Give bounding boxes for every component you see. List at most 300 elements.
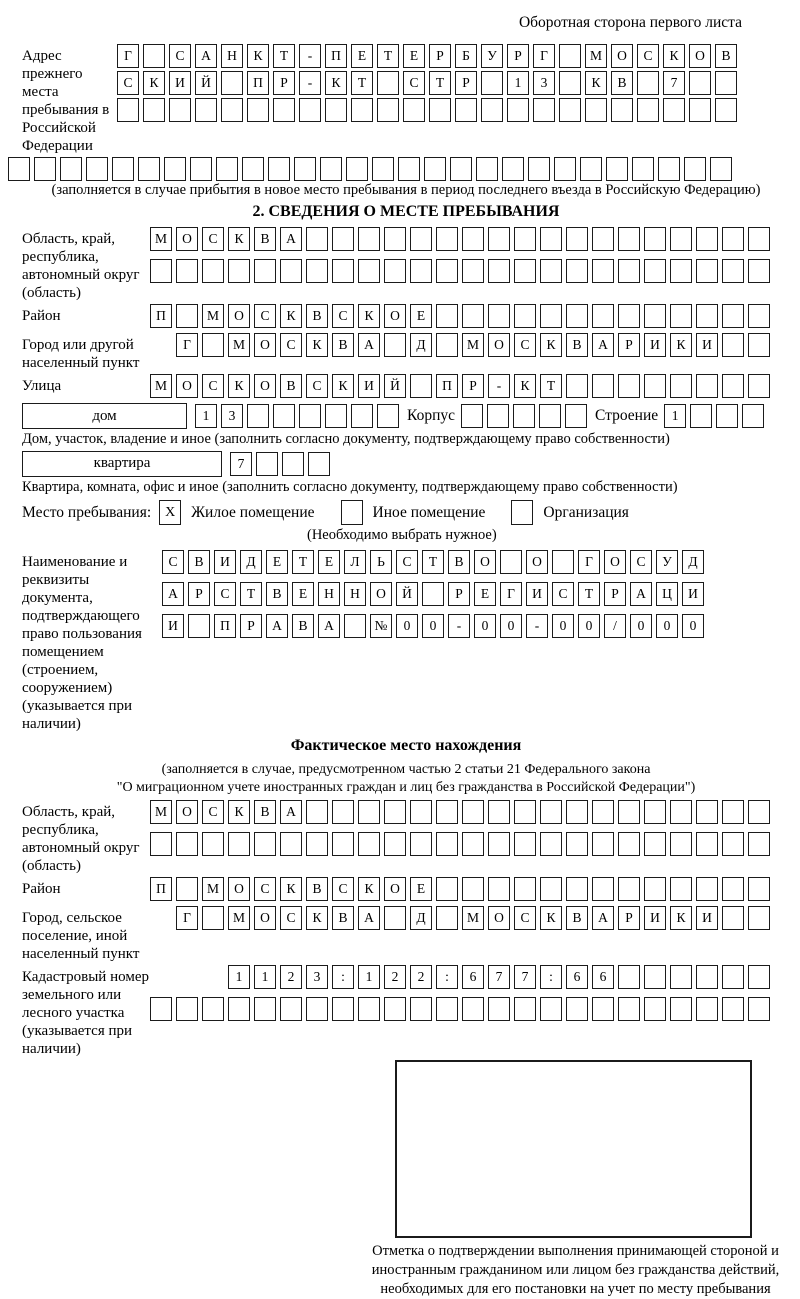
char-cell: С: [630, 550, 652, 574]
char-cell: Н: [344, 582, 366, 606]
kadastr-row-1: [228, 965, 790, 989]
char-cell: [566, 877, 588, 901]
char-cell: К: [306, 906, 328, 930]
char-cell: 2: [410, 965, 432, 989]
char-cell: [592, 997, 614, 1021]
char-cell: [436, 227, 458, 251]
char-cell: [566, 374, 588, 398]
char-cell: [722, 965, 744, 989]
char-cell: [722, 227, 744, 251]
char-cell: [488, 227, 510, 251]
char-cell: П: [325, 44, 347, 68]
char-cell: [618, 374, 640, 398]
section2-title: 2. СВЕДЕНИЯ О МЕСТЕ ПРЕБЫВАНИЯ: [252, 203, 560, 221]
char-cell: [514, 997, 536, 1021]
oblast-grid: [150, 227, 790, 286]
prev-address-caption: (заполняется в случае прибытия в новое место пребывания в период последнего въезда в Российскую Федерацию): [51, 182, 761, 198]
char-cell: 0: [474, 614, 496, 638]
char-cell: К: [585, 71, 607, 95]
char-cell: [566, 227, 588, 251]
char-cell: [190, 157, 212, 181]
char-cell: [533, 98, 555, 122]
option-label-organizatsiya: Организация: [543, 503, 629, 521]
char-cell: [585, 98, 607, 122]
kvartira-cells: [230, 452, 334, 476]
char-cell: [514, 800, 536, 824]
document-grid: [162, 550, 790, 641]
ulitsa-label: Улица: [22, 378, 62, 395]
char-cell: И: [696, 906, 718, 930]
char-cell: М: [585, 44, 607, 68]
char-cell: [514, 304, 536, 328]
char-cell: А: [592, 906, 614, 930]
char-cell: Р: [240, 614, 262, 638]
char-cell: А: [266, 614, 288, 638]
char-cell: П: [214, 614, 236, 638]
char-cell: О: [176, 227, 198, 251]
char-cell: К: [228, 800, 250, 824]
char-cell: К: [325, 71, 347, 95]
char-cell: [644, 304, 666, 328]
char-cell: [306, 259, 328, 283]
char-cell: [540, 877, 562, 901]
char-cell: К: [358, 877, 380, 901]
char-cell: [450, 157, 472, 181]
stamp-caption: Отметка о подтверждении выполнения принимающей стороной и иностранным гражданином или лицом без гражданства действий, необходимых для его постановки на учет по месту пребывания: [371, 1243, 780, 1297]
char-cell: Р: [618, 333, 640, 357]
kvartira-caption: Квартира, комната, офис и иное (заполнить согласно документу, подтверждающему право собственности): [22, 478, 678, 495]
char-cell: Р: [273, 71, 295, 95]
char-cell: Е: [292, 582, 314, 606]
factual-rayon-field: [22, 877, 790, 904]
prev-address-extra-row: [8, 157, 790, 181]
char-cell: 3: [221, 404, 243, 428]
char-cell: [403, 98, 425, 122]
char-cell: [308, 452, 330, 476]
char-cell: [34, 157, 56, 181]
char-cell: [748, 965, 770, 989]
document-row-3: [162, 614, 790, 638]
char-cell: У: [481, 44, 503, 68]
char-cell: [748, 333, 770, 357]
char-cell: [429, 98, 451, 122]
char-cell: В: [188, 550, 210, 574]
char-cell: [670, 374, 692, 398]
char-cell: [422, 582, 444, 606]
char-cell: [722, 259, 744, 283]
factual-oblast-label: Область, край, республика, автономный округ (область): [22, 804, 140, 875]
char-cell: [748, 906, 770, 930]
char-cell: [436, 832, 458, 856]
char-cell: [410, 832, 432, 856]
char-cell: Е: [474, 582, 496, 606]
char-cell: 7: [230, 452, 252, 476]
kadastr-label: Кадастровый номер земельного или лесного участка (указывается при наличии): [22, 969, 149, 1058]
char-cell: О: [611, 44, 633, 68]
char-cell: К: [663, 44, 685, 68]
char-cell: В: [332, 333, 354, 357]
char-cell: [256, 452, 278, 476]
char-cell: Т: [578, 582, 600, 606]
char-cell: [566, 800, 588, 824]
dom-line: [22, 403, 790, 429]
char-cell: А: [162, 582, 184, 606]
char-cell: Т: [429, 71, 451, 95]
char-cell: М: [228, 906, 250, 930]
char-cell: Й: [195, 71, 217, 95]
char-cell: 3: [533, 71, 555, 95]
char-cell: В: [332, 906, 354, 930]
char-cell: Л: [344, 550, 366, 574]
prev-address-field: [22, 44, 790, 155]
char-cell: [202, 259, 224, 283]
char-cell: [254, 259, 276, 283]
char-cell: [540, 832, 562, 856]
char-cell: [280, 259, 302, 283]
stroenie-label: Строение: [595, 407, 659, 425]
kadastr-field: [22, 965, 790, 1058]
char-cell: С: [117, 71, 139, 95]
char-cell: [384, 800, 406, 824]
char-cell: Т: [377, 44, 399, 68]
mesto-prebyvaniya-row: [22, 500, 790, 525]
char-cell: [696, 304, 718, 328]
char-cell: 0: [656, 614, 678, 638]
char-cell: [228, 997, 250, 1021]
char-cell: [377, 98, 399, 122]
char-cell: [358, 832, 380, 856]
char-cell: С: [254, 304, 276, 328]
char-cell: [514, 877, 536, 901]
oblast-field: [22, 227, 790, 302]
char-cell: К: [143, 71, 165, 95]
char-cell: [247, 404, 269, 428]
char-cell: [216, 157, 238, 181]
char-cell: [410, 800, 432, 824]
char-cell: 0: [682, 614, 704, 638]
char-cell: [164, 157, 186, 181]
char-cell: О: [254, 333, 276, 357]
char-cell: [112, 157, 134, 181]
char-cell: [566, 304, 588, 328]
char-cell: [358, 997, 380, 1021]
option-label-inoe: Иное помещение: [372, 503, 486, 521]
char-cell: Д: [410, 906, 432, 930]
char-cell: В: [715, 44, 737, 68]
char-cell: [696, 227, 718, 251]
char-cell: С: [637, 44, 659, 68]
char-cell: Е: [410, 304, 432, 328]
char-cell: Б: [455, 44, 477, 68]
char-cell: [637, 71, 659, 95]
char-cell: /: [604, 614, 626, 638]
char-cell: [273, 404, 295, 428]
char-cell: О: [689, 44, 711, 68]
char-cell: [488, 997, 510, 1021]
char-cell: П: [247, 71, 269, 95]
rayon-field: [22, 304, 790, 331]
char-cell: Е: [318, 550, 340, 574]
char-cell: С: [254, 877, 276, 901]
char-cell: [696, 877, 718, 901]
char-cell: [715, 98, 737, 122]
char-cell: -: [526, 614, 548, 638]
char-cell: С: [396, 550, 418, 574]
char-cell: [202, 906, 224, 930]
char-cell: А: [318, 614, 340, 638]
char-cell: [143, 44, 165, 68]
char-cell: А: [280, 800, 302, 824]
factual-gorod-field: [22, 906, 790, 963]
char-cell: [722, 333, 744, 357]
char-cell: 0: [630, 614, 652, 638]
char-cell: О: [228, 304, 250, 328]
char-cell: М: [202, 877, 224, 901]
gorod-label: Город или другой населенный пункт: [22, 337, 140, 372]
char-cell: Г: [578, 550, 600, 574]
char-cell: [663, 98, 685, 122]
char-cell: К: [247, 44, 269, 68]
char-cell: И: [644, 333, 666, 357]
char-cell: А: [195, 44, 217, 68]
char-cell: [306, 227, 328, 251]
char-cell: [644, 965, 666, 989]
char-cell: [488, 832, 510, 856]
char-cell: О: [604, 550, 626, 574]
char-cell: [618, 832, 640, 856]
char-cell: К: [306, 333, 328, 357]
char-cell: [684, 157, 706, 181]
char-cell: [748, 997, 770, 1021]
char-cell: [722, 304, 744, 328]
char-cell: [358, 259, 380, 283]
char-cell: [539, 404, 561, 428]
char-cell: [377, 404, 399, 428]
char-cell: [332, 227, 354, 251]
char-cell: [696, 374, 718, 398]
char-cell: [514, 259, 536, 283]
char-cell: Г: [117, 44, 139, 68]
mesto-label: Место пребывания:: [22, 503, 152, 521]
char-cell: В: [292, 614, 314, 638]
char-cell: [540, 304, 562, 328]
char-cell: Т: [273, 44, 295, 68]
char-cell: 1: [507, 71, 529, 95]
char-cell: [436, 259, 458, 283]
char-cell: С: [202, 227, 224, 251]
char-cell: [242, 157, 264, 181]
char-cell: Т: [292, 550, 314, 574]
char-cell: [566, 832, 588, 856]
char-cell: Т: [540, 374, 562, 398]
char-cell: [644, 832, 666, 856]
document-field: [22, 550, 790, 733]
korpus-label: Корпус: [407, 407, 455, 425]
char-cell: В: [254, 800, 276, 824]
char-cell: Г: [176, 333, 198, 357]
char-cell: [513, 404, 535, 428]
char-cell: [559, 71, 581, 95]
char-cell: М: [150, 374, 172, 398]
char-cell: [195, 98, 217, 122]
char-cell: Е: [403, 44, 425, 68]
ulitsa-field: [22, 374, 790, 401]
char-cell: [514, 227, 536, 251]
factual-caption: [22, 761, 790, 796]
char-cell: [606, 157, 628, 181]
char-cell: Р: [188, 582, 210, 606]
char-cell: [332, 259, 354, 283]
option-label-zhiloe: Жилое помещение: [191, 503, 315, 521]
char-cell: [670, 877, 692, 901]
char-cell: -: [299, 71, 321, 95]
char-cell: О: [526, 550, 548, 574]
char-cell: В: [254, 227, 276, 251]
char-cell: [150, 997, 172, 1021]
gorod-field: [22, 333, 790, 372]
char-cell: С: [514, 333, 536, 357]
char-cell: О: [488, 906, 510, 930]
char-cell: К: [332, 374, 354, 398]
char-cell: [384, 333, 406, 357]
char-cell: [580, 157, 602, 181]
factual-caption-line2: "О миграционном учете иностранных граждан и лиц без гражданства в Российской Федерации"): [116, 779, 696, 795]
char-cell: [644, 800, 666, 824]
char-cell: [462, 800, 484, 824]
char-cell: У: [656, 550, 678, 574]
char-cell: Д: [410, 333, 432, 357]
char-cell: -: [448, 614, 470, 638]
char-cell: [150, 832, 172, 856]
char-cell: Е: [351, 44, 373, 68]
char-cell: [176, 259, 198, 283]
char-cell: [138, 157, 160, 181]
char-cell: [487, 404, 509, 428]
char-cell: [436, 906, 458, 930]
char-cell: П: [436, 374, 458, 398]
char-cell: Е: [266, 550, 288, 574]
char-cell: О: [254, 374, 276, 398]
gorod-row: [176, 333, 790, 357]
char-cell: [566, 259, 588, 283]
char-cell: [436, 877, 458, 901]
char-cell: [618, 227, 640, 251]
char-cell: [618, 259, 640, 283]
factual-gorod-label: Город, сельское поселение, иной населенный пункт: [22, 910, 140, 963]
char-cell: [86, 157, 108, 181]
char-cell: М: [150, 800, 172, 824]
factual-gorod-row: [176, 906, 790, 930]
char-cell: [748, 259, 770, 283]
prev-address-label: Адрес прежнего места пребывания в Российской Федерации: [22, 48, 110, 154]
char-cell: [696, 800, 718, 824]
char-cell: [410, 997, 432, 1021]
char-cell: М: [228, 333, 250, 357]
char-cell: [500, 550, 522, 574]
char-cell: [372, 157, 394, 181]
char-cell: [592, 304, 614, 328]
char-cell: [502, 157, 524, 181]
char-cell: [632, 157, 654, 181]
char-cell: [176, 304, 198, 328]
factual-oblast-field: [22, 800, 790, 875]
char-cell: С: [214, 582, 236, 606]
char-cell: С: [162, 550, 184, 574]
char-cell: [670, 997, 692, 1021]
char-cell: [710, 157, 732, 181]
char-cell: [202, 832, 224, 856]
checkbox-inoe-pomeshchenie: [341, 500, 363, 525]
rayon-label: Район: [22, 308, 61, 325]
char-cell: [247, 98, 269, 122]
char-cell: С: [514, 906, 536, 930]
stamp-box: [395, 1060, 752, 1238]
char-cell: [748, 832, 770, 856]
oblast-label: Область, край, республика, автономный округ (область): [22, 231, 140, 302]
char-cell: Й: [396, 582, 418, 606]
char-cell: С: [202, 800, 224, 824]
char-cell: [716, 404, 738, 428]
char-cell: И: [644, 906, 666, 930]
char-cell: С: [280, 906, 302, 930]
char-cell: [722, 832, 744, 856]
char-cell: [722, 877, 744, 901]
char-cell: 0: [396, 614, 418, 638]
char-cell: 7: [488, 965, 510, 989]
char-cell: [436, 997, 458, 1021]
char-cell: К: [280, 304, 302, 328]
char-cell: [254, 997, 276, 1021]
char-cell: П: [150, 304, 172, 328]
char-cell: [637, 98, 659, 122]
char-cell: [722, 374, 744, 398]
char-cell: [358, 227, 380, 251]
char-cell: И: [162, 614, 184, 638]
char-cell: [143, 98, 165, 122]
oblast-row-2: [150, 259, 790, 283]
char-cell: Д: [240, 550, 262, 574]
prev-address-row-2: [117, 71, 790, 95]
char-cell: [325, 404, 347, 428]
char-cell: 7: [514, 965, 536, 989]
char-cell: Т: [351, 71, 373, 95]
char-cell: [410, 259, 432, 283]
char-cell: О: [176, 374, 198, 398]
char-cell: [644, 227, 666, 251]
char-cell: [592, 800, 614, 824]
char-cell: [748, 877, 770, 901]
char-cell: В: [566, 906, 588, 930]
char-cell: [696, 965, 718, 989]
rayon-row: [150, 304, 790, 328]
factual-oblast-row-2: [150, 832, 790, 856]
char-cell: [384, 259, 406, 283]
char-cell: [689, 71, 711, 95]
char-cell: [507, 98, 529, 122]
char-cell: [618, 997, 640, 1021]
char-cell: [644, 997, 666, 1021]
char-cell: [176, 832, 198, 856]
char-cell: [488, 800, 510, 824]
char-cell: [565, 404, 587, 428]
char-cell: В: [448, 550, 470, 574]
char-cell: О: [370, 582, 392, 606]
kvartira-box: квартира: [22, 451, 222, 477]
char-cell: Р: [429, 44, 451, 68]
checkbox-organizatsiya: [511, 500, 533, 525]
char-cell: [618, 877, 640, 901]
char-cell: С: [403, 71, 425, 95]
